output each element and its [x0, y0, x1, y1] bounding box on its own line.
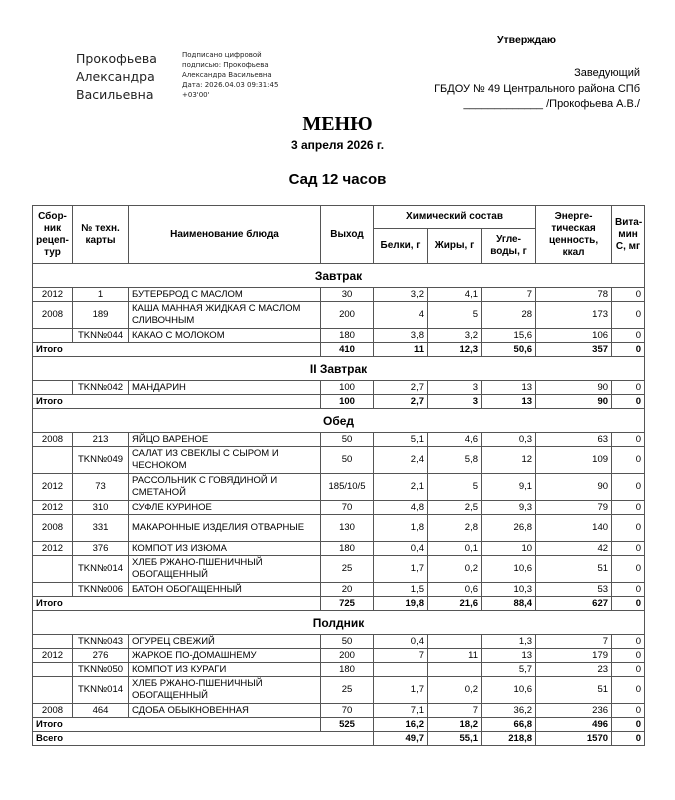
cell-vitc: 0: [612, 542, 645, 556]
table-row: [33, 635, 645, 649]
cell-tech: 1: [73, 288, 129, 302]
cell-protein: 0,4: [374, 542, 428, 556]
cell-energy: 140: [536, 515, 612, 542]
cell-energy: 23: [536, 663, 612, 677]
approval-line: ГБДОУ № 49 Центрального района СПб: [434, 82, 640, 95]
cell-carbs: 36,2: [482, 704, 536, 718]
table-row: [33, 288, 645, 302]
cell-fat: 5: [428, 474, 482, 501]
cell-output: 20: [321, 583, 374, 597]
cell-sbornik: 2008: [33, 515, 73, 542]
table-row: [33, 329, 645, 343]
cell-sbornik: [33, 635, 73, 649]
cell-energy: 42: [536, 542, 612, 556]
cell-energy: 78: [536, 288, 612, 302]
menu-table: [32, 205, 645, 746]
signature-meta: [182, 50, 278, 100]
total-carbs: 50,6: [482, 343, 536, 357]
cell-output: 25: [321, 677, 374, 704]
section-title: II Завтрак: [33, 357, 645, 381]
total-energy: 90: [536, 395, 612, 409]
cell-fat: [428, 663, 482, 677]
cell-vitc: 0: [612, 474, 645, 501]
cell-dish-name: ЖАРКОЕ ПО-ДОМАШНЕМУ: [129, 649, 321, 663]
col-header-protein: Белки, г: [374, 229, 428, 264]
cell-fat: 0,2: [428, 677, 482, 704]
signature-name-line: Прокофьева: [76, 51, 157, 66]
cell-fat: 3: [428, 381, 482, 395]
total-output: 725: [321, 597, 374, 611]
cell-dish-name: СДОБА ОБЫКНОВЕННАЯ: [129, 704, 321, 718]
section-header-row: [33, 611, 645, 635]
cell-sbornik: [33, 447, 73, 474]
cell-fat: 5: [428, 302, 482, 329]
cell-sbornik: 2008: [33, 302, 73, 329]
signature-name-line: Александра: [76, 69, 155, 84]
signature-meta-line: +03'00': [182, 91, 210, 99]
grand-total-carbs: 218,8: [482, 732, 536, 746]
approval-line: Заведующий: [574, 67, 640, 79]
cell-output: 25: [321, 556, 374, 583]
cell-sbornik: 2012: [33, 542, 73, 556]
cell-vitc: 0: [612, 583, 645, 597]
cell-sbornik: 2008: [33, 704, 73, 718]
signature-meta-line: подписью: Прокофьева: [182, 61, 269, 69]
cell-carbs: 15,6: [482, 329, 536, 343]
cell-protein: 1,5: [374, 583, 428, 597]
page-title: МЕНЮ: [302, 113, 373, 135]
cell-tech: TKN№006: [73, 583, 129, 597]
cell-carbs: 9,3: [482, 501, 536, 515]
total-carbs: 88,4: [482, 597, 536, 611]
col-header-energy: Энерге-тическая ценность, ккал: [536, 206, 612, 264]
approval-line: _____________ /Прокофьева А.В./: [463, 98, 640, 110]
cell-output: 70: [321, 501, 374, 515]
cell-protein: 1,7: [374, 677, 428, 704]
cell-fat: 2,8: [428, 515, 482, 542]
cell-tech: 276: [73, 649, 129, 663]
cell-carbs: 10,6: [482, 556, 536, 583]
cell-output: 50: [321, 433, 374, 447]
cell-carbs: 13: [482, 381, 536, 395]
total-row: [33, 718, 645, 732]
cell-tech: 73: [73, 474, 129, 501]
cell-energy: 79: [536, 501, 612, 515]
cell-protein: 2,7: [374, 381, 428, 395]
cell-sbornik: [33, 381, 73, 395]
col-header-carbs: Угле-воды, г: [482, 229, 536, 264]
cell-vitc: 0: [612, 635, 645, 649]
cell-dish-name: БАТОН ОБОГАЩЕННЫЙ: [129, 583, 321, 597]
cell-vitc: 0: [612, 501, 645, 515]
cell-sbornik: 2008: [33, 433, 73, 447]
cell-energy: 51: [536, 556, 612, 583]
section-header-row: [33, 357, 645, 381]
total-fat: 21,6: [428, 597, 482, 611]
cell-carbs: 0,3: [482, 433, 536, 447]
signature-name: [76, 50, 157, 104]
cell-fat: 4,6: [428, 433, 482, 447]
total-fat: 3: [428, 395, 482, 409]
cell-sbornik: 2012: [33, 501, 73, 515]
col-header-sbornik: Сбор-ник рецеп-тур: [33, 206, 73, 264]
cell-protein: 4,8: [374, 501, 428, 515]
cell-protein: 3,2: [374, 288, 428, 302]
cell-carbs: 1,3: [482, 635, 536, 649]
cell-protein: 7,1: [374, 704, 428, 718]
cell-energy: 51: [536, 677, 612, 704]
total-row: [33, 395, 645, 409]
table-row: [33, 433, 645, 447]
cell-output: 130: [321, 515, 374, 542]
table-row: [33, 515, 645, 542]
approval-heading: Утверждаю: [497, 34, 557, 46]
total-protein: 11: [374, 343, 428, 357]
signature-meta-line: Дата: 2026.04.03 09:31:45: [182, 81, 279, 89]
cell-protein: 0,4: [374, 635, 428, 649]
cell-energy: 236: [536, 704, 612, 718]
cell-tech: 189: [73, 302, 129, 329]
cell-carbs: 13: [482, 649, 536, 663]
cell-dish-name: САЛАТ ИЗ СВЕКЛЫ С СЫРОМ И ЧЕСНОКОМ: [129, 447, 321, 474]
total-fat: 18,2: [428, 718, 482, 732]
cell-tech: TKN№050: [73, 663, 129, 677]
cell-dish-name: СУФЛЕ КУРИНОЕ: [129, 501, 321, 515]
cell-tech: TKN№014: [73, 556, 129, 583]
total-fat: 12,3: [428, 343, 482, 357]
cell-sbornik: [33, 329, 73, 343]
menu-date: 3 апреля 2026 г.: [290, 138, 385, 152]
col-header-output: Выход: [321, 206, 374, 264]
cell-tech: 331: [73, 515, 129, 542]
cell-dish-name: КОМПОТ ИЗ КУРАГИ: [129, 663, 321, 677]
section-title: Завтрак: [33, 264, 645, 288]
signature-name-line: Васильевна: [76, 87, 154, 102]
total-carbs: 13: [482, 395, 536, 409]
total-energy: 627: [536, 597, 612, 611]
cell-output: 50: [321, 635, 374, 649]
cell-energy: 109: [536, 447, 612, 474]
cell-fat: 7: [428, 704, 482, 718]
cell-dish-name: КОМПОТ ИЗ ИЗЮМА: [129, 542, 321, 556]
total-output: 525: [321, 718, 374, 732]
cell-dish-name: КАША МАННАЯ ЖИДКАЯ С МАСЛОМ СЛИВОЧНЫМ: [129, 302, 321, 329]
cell-energy: 179: [536, 649, 612, 663]
cell-fat: 4,1: [428, 288, 482, 302]
grand-total-energy: 1570: [536, 732, 612, 746]
cell-vitc: 0: [612, 663, 645, 677]
col-header-vitc: Вита-мин С, мг: [612, 206, 645, 264]
cell-dish-name: МАНДАРИН: [129, 381, 321, 395]
total-label: Итого: [33, 597, 321, 611]
cell-fat: 11: [428, 649, 482, 663]
cell-carbs: 26,8: [482, 515, 536, 542]
total-energy: 357: [536, 343, 612, 357]
section-title: Полдник: [33, 611, 645, 635]
total-vitc: 0: [612, 718, 645, 732]
col-header-name: Наименование блюда: [129, 206, 321, 264]
cell-carbs: 7: [482, 288, 536, 302]
approval-block: [434, 66, 640, 113]
cell-output: 180: [321, 329, 374, 343]
cell-fat: 0,1: [428, 542, 482, 556]
cell-vitc: 0: [612, 649, 645, 663]
cell-protein: 1,7: [374, 556, 428, 583]
cell-vitc: 0: [612, 704, 645, 718]
signature-meta-line: Подписано цифровой: [182, 51, 262, 59]
cell-fat: [428, 635, 482, 649]
cell-vitc: 0: [612, 556, 645, 583]
cell-dish-name: КАКАО С МОЛОКОМ: [129, 329, 321, 343]
cell-tech: 213: [73, 433, 129, 447]
table-row: [33, 663, 645, 677]
cell-sbornik: [33, 583, 73, 597]
cell-output: 70: [321, 704, 374, 718]
cell-protein: 2,4: [374, 447, 428, 474]
cell-protein: 2,1: [374, 474, 428, 501]
cell-tech: TKN№014: [73, 677, 129, 704]
total-label: Итого: [33, 718, 321, 732]
total-energy: 496: [536, 718, 612, 732]
cell-vitc: 0: [612, 515, 645, 542]
menu-subtitle: Сад 12 часов: [288, 171, 387, 188]
table-row: [33, 302, 645, 329]
grand-total-row: [33, 732, 645, 746]
cell-sbornik: 2012: [33, 288, 73, 302]
cell-sbornik: 2012: [33, 474, 73, 501]
total-vitc: 0: [612, 597, 645, 611]
cell-tech: TKN№042: [73, 381, 129, 395]
cell-protein: 4: [374, 302, 428, 329]
cell-output: 180: [321, 542, 374, 556]
cell-fat: 2,5: [428, 501, 482, 515]
cell-energy: 63: [536, 433, 612, 447]
cell-energy: 106: [536, 329, 612, 343]
cell-output: 185/10/5: [321, 474, 374, 501]
cell-sbornik: [33, 677, 73, 704]
cell-fat: 0,6: [428, 583, 482, 597]
cell-dish-name: ХЛЕБ РЖАНО-ПШЕНИЧНЫЙ ОБОГАЩЕННЫЙ: [129, 677, 321, 704]
grand-total-vitc: 0: [612, 732, 645, 746]
cell-tech: TKN№043: [73, 635, 129, 649]
menu-table-body: [33, 264, 645, 746]
table-row: [33, 556, 645, 583]
cell-fat: 0,2: [428, 556, 482, 583]
cell-vitc: 0: [612, 302, 645, 329]
cell-tech: 310: [73, 501, 129, 515]
cell-dish-name: ХЛЕБ РЖАНО-ПШЕНИЧНЫЙ ОБОГАЩЕННЫЙ: [129, 556, 321, 583]
cell-output: 200: [321, 649, 374, 663]
cell-protein: 3,8: [374, 329, 428, 343]
cell-vitc: 0: [612, 288, 645, 302]
total-protein: 16,2: [374, 718, 428, 732]
cell-energy: 90: [536, 381, 612, 395]
total-vitc: 0: [612, 395, 645, 409]
cell-sbornik: [33, 663, 73, 677]
cell-protein: [374, 663, 428, 677]
total-protein: 2,7: [374, 395, 428, 409]
total-carbs: 66,8: [482, 718, 536, 732]
cell-energy: 173: [536, 302, 612, 329]
cell-carbs: 10: [482, 542, 536, 556]
cell-energy: 7: [536, 635, 612, 649]
cell-fat: 5,8: [428, 447, 482, 474]
cell-vitc: 0: [612, 447, 645, 474]
col-header-chem: Химический состав: [374, 206, 536, 229]
cell-sbornik: 2012: [33, 649, 73, 663]
cell-protein: 7: [374, 649, 428, 663]
cell-tech: TKN№049: [73, 447, 129, 474]
section-header-row: [33, 264, 645, 288]
table-row: [33, 447, 645, 474]
table-row: [33, 474, 645, 501]
col-header-fat: Жиры, г: [428, 229, 482, 264]
cell-output: 180: [321, 663, 374, 677]
total-vitc: 0: [612, 343, 645, 357]
table-row: [33, 583, 645, 597]
cell-carbs: 12: [482, 447, 536, 474]
total-label: Итого: [33, 343, 321, 357]
cell-dish-name: МАКАРОННЫЕ ИЗДЕЛИЯ ОТВАРНЫЕ: [129, 515, 321, 542]
cell-vitc: 0: [612, 677, 645, 704]
total-row: [33, 343, 645, 357]
cell-tech: TKN№044: [73, 329, 129, 343]
cell-sbornik: [33, 556, 73, 583]
total-output: 100: [321, 395, 374, 409]
cell-dish-name: ОГУРЕЦ СВЕЖИЙ: [129, 635, 321, 649]
cell-dish-name: РАССОЛЬНИК С ГОВЯДИНОЙ И СМЕТАНОЙ: [129, 474, 321, 501]
cell-output: 200: [321, 302, 374, 329]
cell-tech: 464: [73, 704, 129, 718]
cell-vitc: 0: [612, 381, 645, 395]
total-row: [33, 597, 645, 611]
cell-output: 50: [321, 447, 374, 474]
table-row: [33, 677, 645, 704]
cell-vitc: 0: [612, 329, 645, 343]
cell-carbs: 10,6: [482, 677, 536, 704]
table-row: [33, 381, 645, 395]
cell-tech: 376: [73, 542, 129, 556]
cell-vitc: 0: [612, 433, 645, 447]
cell-protein: 1,8: [374, 515, 428, 542]
cell-carbs: 10,3: [482, 583, 536, 597]
table-row: [33, 501, 645, 515]
table-row: [33, 542, 645, 556]
cell-output: 30: [321, 288, 374, 302]
cell-energy: 90: [536, 474, 612, 501]
cell-energy: 53: [536, 583, 612, 597]
section-title: Обед: [33, 409, 645, 433]
cell-dish-name: БУТЕРБРОД С МАСЛОМ: [129, 288, 321, 302]
cell-carbs: 5,7: [482, 663, 536, 677]
cell-output: 100: [321, 381, 374, 395]
table-row: [33, 704, 645, 718]
signature-meta-line: Александра Васильевна: [182, 71, 272, 79]
total-label: Итого: [33, 395, 321, 409]
total-output: 410: [321, 343, 374, 357]
cell-fat: 3,2: [428, 329, 482, 343]
table-row: [33, 649, 645, 663]
grand-total-protein: 49,7: [374, 732, 428, 746]
total-protein: 19,8: [374, 597, 428, 611]
col-header-tech: № техн. карты: [73, 206, 129, 264]
grand-total-label: Всего: [33, 732, 374, 746]
grand-total-fat: 55,1: [428, 732, 482, 746]
cell-protein: 5,1: [374, 433, 428, 447]
cell-carbs: 9,1: [482, 474, 536, 501]
cell-dish-name: ЯЙЦО ВАРЕНОЕ: [129, 433, 321, 447]
section-header-row: [33, 409, 645, 433]
cell-carbs: 28: [482, 302, 536, 329]
